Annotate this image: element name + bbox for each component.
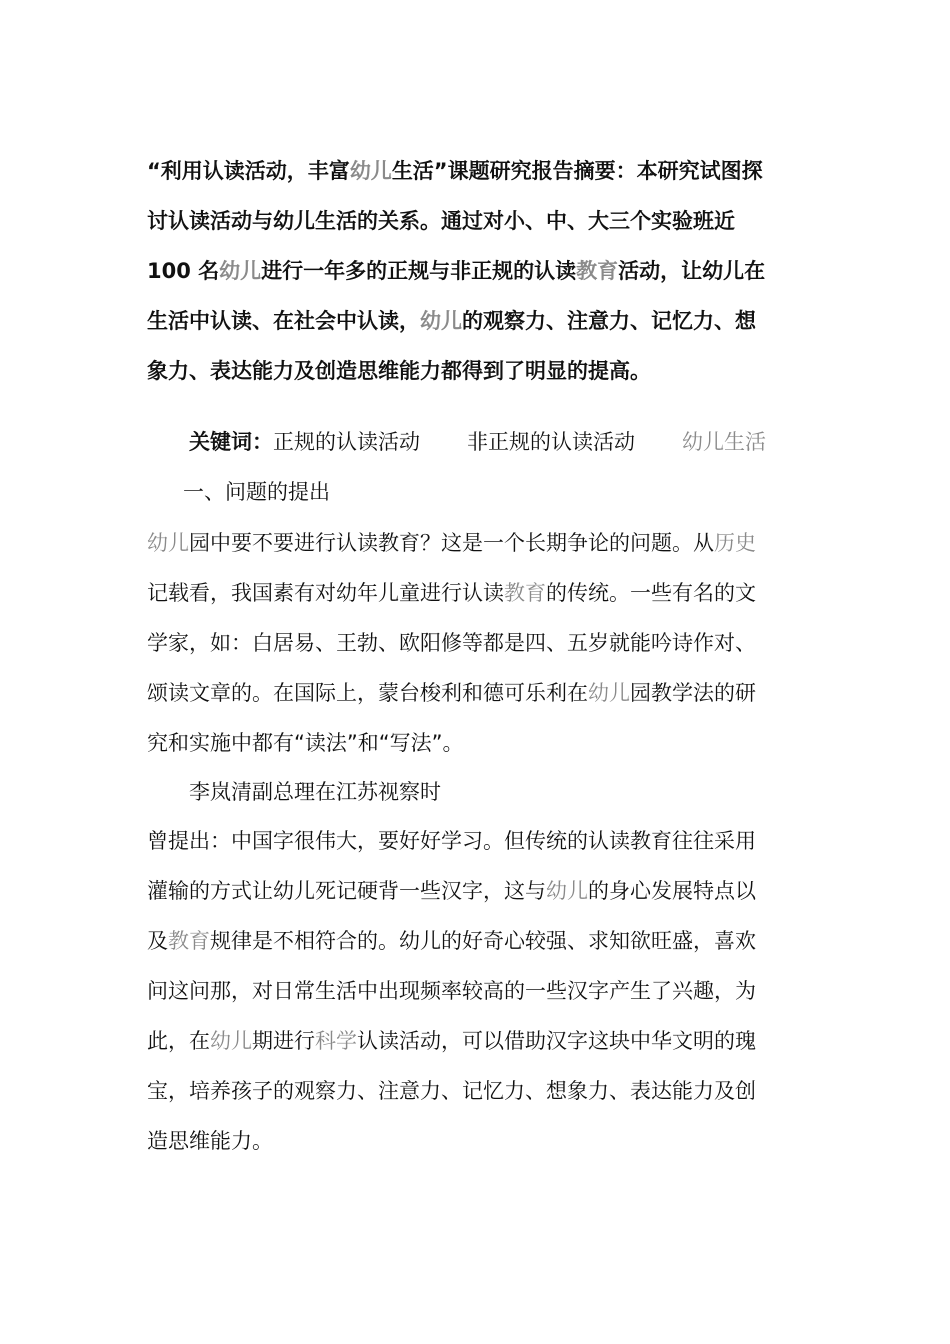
text-segment: 讨认读活动与幼儿生活的关系。通过对小、中、大三个实验班近 [147,209,735,233]
text-segment: 规律是不相符合的。幼儿的好奇心较强、求知欲旺盛，喜欢 [210,929,756,953]
highlighted-word: 幼儿 [546,879,588,903]
abstract-line [147,356,651,386]
highlighted-word: 幼儿 [147,531,189,555]
text-segment: 究和实施中都有“读法”和“写法”。 [147,731,464,755]
paragraph-line [147,876,756,906]
text-segment: “利用认读活动，丰富 [147,159,350,183]
text-segment: 活动，让幼儿在 [618,259,766,283]
paragraph-line [147,628,756,658]
text-segment: 认读活动，可以借助汉字这块中华文明的瑰 [357,1029,756,1053]
highlighted-word: 历史 [714,531,756,555]
abstract-line [147,156,763,186]
text-segment: 颂读文章的。在国际上，蒙台梭利和德可乐利在 [147,681,588,705]
text-segment: 100 名 [147,259,220,283]
text-segment: 学家，如：白居易、王勃、欧阳修等都是四、五岁就能吟诗作对、 [147,631,756,655]
highlighted-word: 教育 [168,929,210,953]
text-segment: 象力、表达能力及创造思维能力都得到了明显的提高。 [147,359,651,383]
highlighted-word: 教育 [576,259,619,283]
text-segment: 及 [147,929,168,953]
paragraph-line [147,976,756,1006]
abstract-line [147,206,735,236]
text-segment: 宝，培养孩子的观察力、注意力、记忆力、想象力、表达能力及创 [147,1079,756,1103]
highlighted-word: 幼儿 [210,1029,252,1053]
text-segment: 园中要不要进行认读教育？这是一个长期争论的问题。从 [189,531,714,555]
text-segment: 生活”课题研究报告摘要：本研究试图探 [391,159,763,183]
abstract-line [147,306,756,336]
text-segment: 灌输的方式让幼儿死记硬背一些汉字，这与 [147,879,546,903]
text-segment: 的传统。一些有名的文 [546,581,756,605]
paragraph-line [147,578,756,608]
paragraph-2-opening: 李岚清副总理在江苏视察时 [189,780,441,804]
text-segment: 问这问那，对日常生活中出现频率较高的一些汉字产生了兴趣，为 [147,979,756,1003]
paragraph-line [147,826,756,856]
keyword-item: 幼儿生活 [682,430,766,454]
text-segment: 记载看，我国素有对幼年儿童进行认读 [147,581,504,605]
paragraph-line [147,1126,273,1156]
paragraph-line [147,728,464,758]
section-heading: 一、问题的提出 [183,480,330,504]
text-segment: 造思维能力。 [147,1129,273,1153]
text-segment: 曾提出：中国字很伟大，要好好学习。但传统的认读教育往往采用 [147,829,756,853]
paragraph-line [147,1076,756,1106]
highlighted-word: 幼儿 [349,159,392,183]
paragraph-line [147,1026,756,1056]
text-segment: 进行一年多的正规与非正规的认读 [261,259,577,283]
text-segment: 此，在 [147,1029,210,1053]
highlighted-word: 幼儿 [588,681,630,705]
paragraph-line [147,528,756,558]
highlighted-word: 教育 [504,581,546,605]
paragraph-line [147,926,756,956]
keyword-item: 非正规的认读活动 [467,430,635,454]
highlighted-word: 科学 [315,1029,357,1053]
highlighted-word: 幼儿 [219,259,262,283]
abstract-line [147,256,765,286]
keywords-label: 关键词： [189,430,273,454]
text-segment: 的观察力、注意力、记忆力、想 [462,309,756,333]
keyword-item: 正规的认读活动 [273,430,420,454]
paragraph-line [147,678,756,708]
text-segment: 园教学法的研 [630,681,756,705]
text-segment: 期进行 [252,1029,315,1053]
keywords-line [189,427,766,457]
text-segment: 生活中认读、在社会中认读， [147,309,420,333]
text-segment: 的身心发展特点以 [588,879,756,903]
highlighted-word: 幼儿 [420,309,462,333]
